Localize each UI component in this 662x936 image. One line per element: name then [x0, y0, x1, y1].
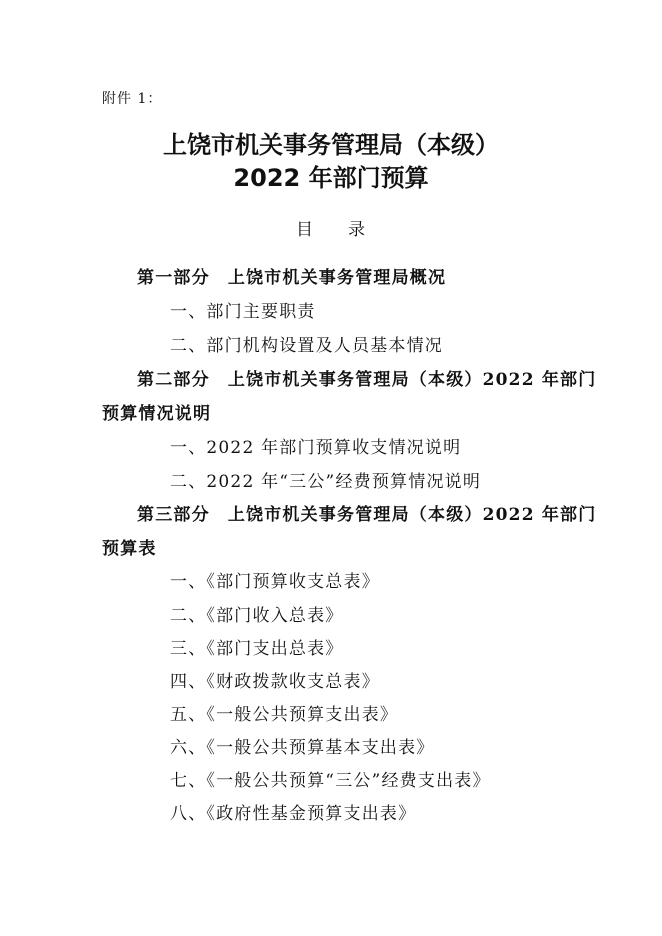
- toc-part1-label: 第一部分: [137, 268, 210, 288]
- toc-part1-item-2: 二、部门机构设置及人员基本情况: [170, 336, 443, 356]
- toc-part3-item-7: 七、《一般公共预算“三公”经费支出表》: [170, 771, 491, 791]
- toc-heading-char-2: 录: [348, 220, 366, 240]
- toc-part3-item-1: 一、《部门预算收支总表》: [170, 572, 380, 592]
- attachment-label: 附件 1：: [102, 91, 163, 107]
- toc-part1-heading: [137, 267, 446, 289]
- toc-part1-title: 上饶市机关事务管理局概况: [227, 268, 447, 288]
- toc-part3-label: 第三部分: [137, 505, 210, 525]
- document-title-line2: 2022 年部门预算: [233, 164, 429, 192]
- toc-part3-item-5: 五、《一般公共预算支出表》: [170, 705, 399, 725]
- toc-part2-label: 第二部分: [137, 370, 210, 390]
- toc-part3-item-8: 八、《政府性基金预算支出表》: [170, 804, 417, 824]
- toc-part3-item-6: 六、《一般公共预算基本支出表》: [170, 738, 435, 758]
- toc-part3-title: 上饶市机关事务管理局（本级）2022 年部门: [227, 505, 597, 525]
- toc-part2-item-2: 二、2022 年“三公”经费预算情况说明: [170, 472, 482, 492]
- toc-part3-title-cont: 预算表: [102, 539, 157, 559]
- toc-part3-item-2: 二、《部门收入总表》: [170, 606, 344, 626]
- toc-part3-item-4: 四、《财政拨款收支总表》: [170, 672, 380, 692]
- toc-part2-item-1: 一、2022 年部门预算收支情况说明: [170, 438, 462, 458]
- toc-part1-item-1: 一、部门主要职责: [170, 302, 316, 322]
- toc-part2-title: 上饶市机关事务管理局（本级）2022 年部门: [227, 370, 597, 390]
- toc-part3-item-3: 三、《部门支出总表》: [170, 639, 344, 659]
- toc-part2-heading: [137, 369, 596, 391]
- toc-part3-heading: [137, 504, 596, 526]
- toc-heading: [0, 215, 662, 240]
- toc-part2-title-cont: 预算情况说明: [102, 404, 212, 424]
- toc-heading-char-1: 目: [296, 220, 314, 240]
- document-title-line1: 上饶市机关事务管理局（本级）: [163, 131, 499, 159]
